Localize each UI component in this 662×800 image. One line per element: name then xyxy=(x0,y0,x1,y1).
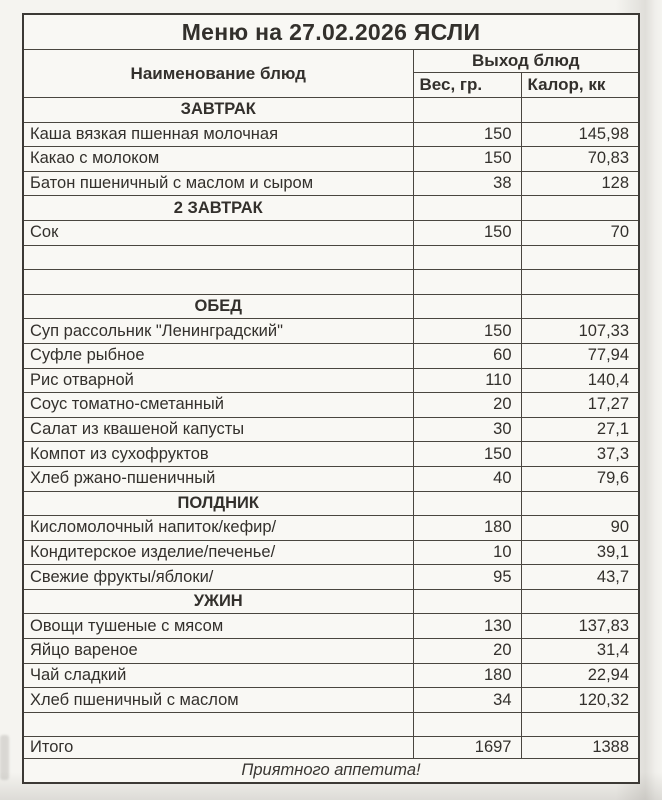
empty-row xyxy=(23,712,639,737)
dish-calories: 120,32 xyxy=(521,688,639,713)
dish-calories: 137,83 xyxy=(521,614,639,639)
empty-cell xyxy=(23,270,413,295)
empty-cell xyxy=(521,294,639,319)
dish-calories: 145,98 xyxy=(521,122,639,147)
dish-name: Свежие фрукты/яблоки/ xyxy=(23,565,413,590)
empty-cell xyxy=(521,196,639,221)
dish-calories: 77,94 xyxy=(521,343,639,368)
scan-artifact xyxy=(0,735,9,780)
dish-weight: 150 xyxy=(413,147,521,172)
section-row-snack xyxy=(23,491,639,516)
header-row-top xyxy=(23,50,639,73)
menu-item-row xyxy=(23,614,639,639)
menu-item-row xyxy=(23,639,639,664)
dish-name: Батон пшеничный с маслом и сыром xyxy=(23,171,413,196)
dish-weight: 20 xyxy=(413,639,521,664)
empty-row xyxy=(23,270,639,295)
dish-name: Компот из сухофруктов xyxy=(23,442,413,467)
dish-weight: 38 xyxy=(413,171,521,196)
dish-name: Соус томатно-сметанный xyxy=(23,393,413,418)
empty-cell xyxy=(521,589,639,614)
total-weight: 1697 xyxy=(413,737,521,759)
empty-cell xyxy=(23,245,413,270)
dish-weight: 110 xyxy=(413,368,521,393)
dish-name: Сок xyxy=(23,220,413,245)
empty-row xyxy=(23,245,639,270)
dish-weight: 180 xyxy=(413,663,521,688)
dish-name: Суфле рыбное xyxy=(23,343,413,368)
dish-calories: 43,7 xyxy=(521,565,639,590)
section-row-second-breakfast xyxy=(23,196,639,221)
section-title: УЖИН xyxy=(23,589,413,614)
menu-item-row xyxy=(23,220,639,245)
dish-weight: 34 xyxy=(413,688,521,713)
dish-calories: 39,1 xyxy=(521,540,639,565)
dish-name: Кондитерское изделие/печенье/ xyxy=(23,540,413,565)
column-header-weight: Вес, гр. xyxy=(413,73,521,98)
dish-calories: 37,3 xyxy=(521,442,639,467)
dish-name: Какао с молоком xyxy=(23,147,413,172)
empty-cell xyxy=(521,98,639,123)
dish-calories: 17,27 xyxy=(521,393,639,418)
dish-name: Салат из квашеной капусты xyxy=(23,417,413,442)
empty-cell xyxy=(413,98,521,123)
section-title: 2 ЗАВТРАК xyxy=(23,196,413,221)
dish-weight: 180 xyxy=(413,516,521,541)
menu-item-row xyxy=(23,540,639,565)
empty-cell xyxy=(413,245,521,270)
menu-item-row xyxy=(23,122,639,147)
menu-item-row xyxy=(23,171,639,196)
section-row-dinner xyxy=(23,589,639,614)
section-title: ПОЛДНИК xyxy=(23,491,413,516)
dish-calories: 70,83 xyxy=(521,147,639,172)
dish-name: Чай сладкий xyxy=(23,663,413,688)
column-header-output: Выход блюд xyxy=(413,50,639,73)
dish-weight: 30 xyxy=(413,417,521,442)
menu-item-row xyxy=(23,565,639,590)
dish-weight: 150 xyxy=(413,220,521,245)
title-row xyxy=(23,14,639,50)
dish-calories: 90 xyxy=(521,516,639,541)
column-header-dish-name: Наименование блюд xyxy=(23,50,413,98)
menu-item-row xyxy=(23,319,639,344)
empty-cell xyxy=(413,196,521,221)
menu-item-row xyxy=(23,516,639,541)
menu-table xyxy=(22,13,640,784)
menu-item-row xyxy=(23,466,639,491)
menu-item-row xyxy=(23,688,639,713)
dish-name: Яйцо вареное xyxy=(23,639,413,664)
dish-calories: 27,1 xyxy=(521,417,639,442)
footer-message: Приятного аппетита! xyxy=(23,759,639,784)
empty-cell xyxy=(521,245,639,270)
section-row-lunch xyxy=(23,294,639,319)
menu-item-row xyxy=(23,368,639,393)
empty-cell xyxy=(23,712,413,737)
dish-name: Хлеб ржано-пшеничный xyxy=(23,466,413,491)
total-row xyxy=(23,737,639,759)
dish-weight: 150 xyxy=(413,122,521,147)
total-label: Итого xyxy=(23,737,413,759)
dish-weight: 150 xyxy=(413,442,521,467)
dish-weight: 20 xyxy=(413,393,521,418)
dish-name: Каша вязкая пшенная молочная xyxy=(23,122,413,147)
dish-name: Кисломолочный напиток/кефир/ xyxy=(23,516,413,541)
column-header-calories: Калор, кк xyxy=(521,73,639,98)
dish-weight: 150 xyxy=(413,319,521,344)
menu-item-row xyxy=(23,442,639,467)
dish-calories: 79,6 xyxy=(521,466,639,491)
dish-name: Суп рассольник "Ленинградский" xyxy=(23,319,413,344)
dish-name: Рис отварной xyxy=(23,368,413,393)
dish-name: Овощи тушеные с мясом xyxy=(23,614,413,639)
dish-calories: 140,4 xyxy=(521,368,639,393)
dish-name: Хлеб пшеничный с маслом xyxy=(23,688,413,713)
section-row-breakfast xyxy=(23,98,639,123)
dish-calories: 31,4 xyxy=(521,639,639,664)
dish-calories: 107,33 xyxy=(521,319,639,344)
dish-calories: 22,94 xyxy=(521,663,639,688)
page-title: Меню на 27.02.2026 ЯСЛИ xyxy=(23,14,639,50)
dish-weight: 130 xyxy=(413,614,521,639)
empty-cell xyxy=(413,589,521,614)
menu-item-row xyxy=(23,147,639,172)
empty-cell xyxy=(413,491,521,516)
menu-item-row xyxy=(23,417,639,442)
empty-cell xyxy=(413,270,521,295)
empty-cell xyxy=(413,712,521,737)
empty-cell xyxy=(413,294,521,319)
dish-calories: 128 xyxy=(521,171,639,196)
footer-row xyxy=(23,759,639,784)
dish-calories: 70 xyxy=(521,220,639,245)
menu-item-row xyxy=(23,343,639,368)
empty-cell xyxy=(521,491,639,516)
total-calories: 1388 xyxy=(521,737,639,759)
dish-weight: 95 xyxy=(413,565,521,590)
section-title: ЗАВТРАК xyxy=(23,98,413,123)
dish-weight: 60 xyxy=(413,343,521,368)
dish-weight: 10 xyxy=(413,540,521,565)
dish-weight: 40 xyxy=(413,466,521,491)
empty-cell xyxy=(521,712,639,737)
menu-item-row xyxy=(23,663,639,688)
menu-item-row xyxy=(23,393,639,418)
section-title: ОБЕД xyxy=(23,294,413,319)
empty-cell xyxy=(521,270,639,295)
